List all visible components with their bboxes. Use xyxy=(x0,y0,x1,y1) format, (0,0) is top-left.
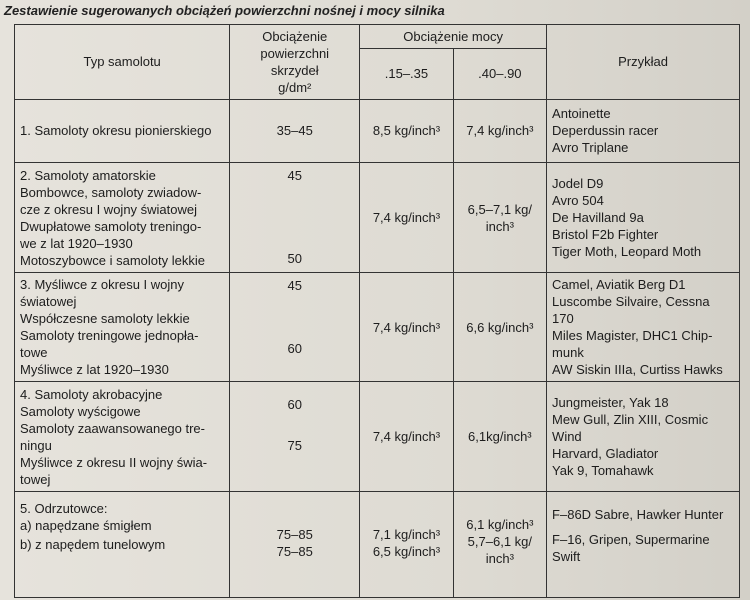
power-load-low-cell: 8,5 kg/inch³ xyxy=(360,99,453,162)
loading-table xyxy=(14,24,740,598)
example-cell: Jungmeister, Yak 18 Mew Gull, Zlin XIII, Cosmic Wind Harvard, Gladiator Yak 9, Tomahawk xyxy=(547,382,740,491)
header-power-range-high: .40–.90 xyxy=(453,49,546,99)
aircraft-type-cell: 1. Samoloty okresu pionierskiego xyxy=(15,99,230,162)
header-example: Przykład xyxy=(547,25,740,100)
aircraft-type-cell: 2. Samoloty amatorskie Bombowce, samoloty zwiadow- cze z okresu I wojny światowej Dwupłatowe samoloty treningo- we z lat 1920–1930 Motoszybowce i samoloty lekkie xyxy=(15,162,230,272)
header-power-range-low: .15–.35 xyxy=(360,49,453,99)
example-cell: Antoinette Deperdussin racer Avro Triplane xyxy=(547,99,740,162)
power-load-low-cell: 7,1 kg/inch³ 6,5 kg/inch³ xyxy=(360,491,453,597)
table-row xyxy=(15,273,740,382)
table-caption: Zestawienie sugerowanych obciążeń powierzchni nośnej i mocy silnika xyxy=(4,3,445,18)
power-load-low-cell: 7,4 kg/inch³ xyxy=(360,382,453,491)
power-load-high-cell: 6,6 kg/inch³ xyxy=(453,273,546,382)
aircraft-type-cell: 5. Odrzutowce: a) napędzane śmigłem b) z napędem tunelowym xyxy=(15,491,230,597)
aircraft-type-cell: 3. Myśliwce z okresu I wojny światowej Współczesne samoloty lekkie Samoloty treningowe jednopła- towe Myśliwce z lat 1920–1930 xyxy=(15,273,230,382)
power-load-high-cell: 6,1 kg/inch³ 5,7–6,1 kg/ inch³ xyxy=(453,491,546,597)
power-load-high-cell: 6,5–7,1 kg/ inch³ xyxy=(453,162,546,272)
table-row xyxy=(15,382,740,491)
wing-load-cell: 75–85 75–85 xyxy=(230,491,360,597)
wing-load-cell: 45 60 xyxy=(230,273,360,382)
table-row xyxy=(15,99,740,162)
power-load-low-cell: 7,4 kg/inch³ xyxy=(360,273,453,382)
wing-load-cell: 45 50 xyxy=(230,162,360,272)
header-aircraft-type: Typ samolotu xyxy=(15,25,230,100)
wing-load-cell: 60 75 xyxy=(230,382,360,491)
example-cell: Jodel D9 Avro 504 De Havilland 9a Bristol F2b Fighter Tiger Moth, Leopard Moth xyxy=(547,162,740,272)
example-cell: Camel, Aviatik Berg D1 Luscombe Silvaire, Cessna 170 Miles Magister, DHC1 Chip-munk AW Siskin IIIa, Curtiss Hawks xyxy=(547,273,740,382)
aircraft-type-cell: 4. Samoloty akrobacyjne Samoloty wyścigowe Samoloty zaawansowanego tre- ningu Myśliwce z okresu II wojny świa- towej xyxy=(15,382,230,491)
power-load-high-cell: 7,4 kg/inch³ xyxy=(453,99,546,162)
power-load-low-cell: 7,4 kg/inch³ xyxy=(360,162,453,272)
example-cell: F–86D Sabre, Hawker Hunter F–16, Gripen, Supermarine Swift xyxy=(547,491,740,597)
wing-load-cell: 35–45 xyxy=(230,99,360,162)
power-load-high-cell: 6,1kg/inch³ xyxy=(453,382,546,491)
header-wing-load: Obciążenie powierzchni skrzydeł g/dm² xyxy=(230,25,360,100)
table-row xyxy=(15,491,740,597)
table-row xyxy=(15,162,740,272)
header-power-load: Obciążenie mocy xyxy=(360,25,547,49)
